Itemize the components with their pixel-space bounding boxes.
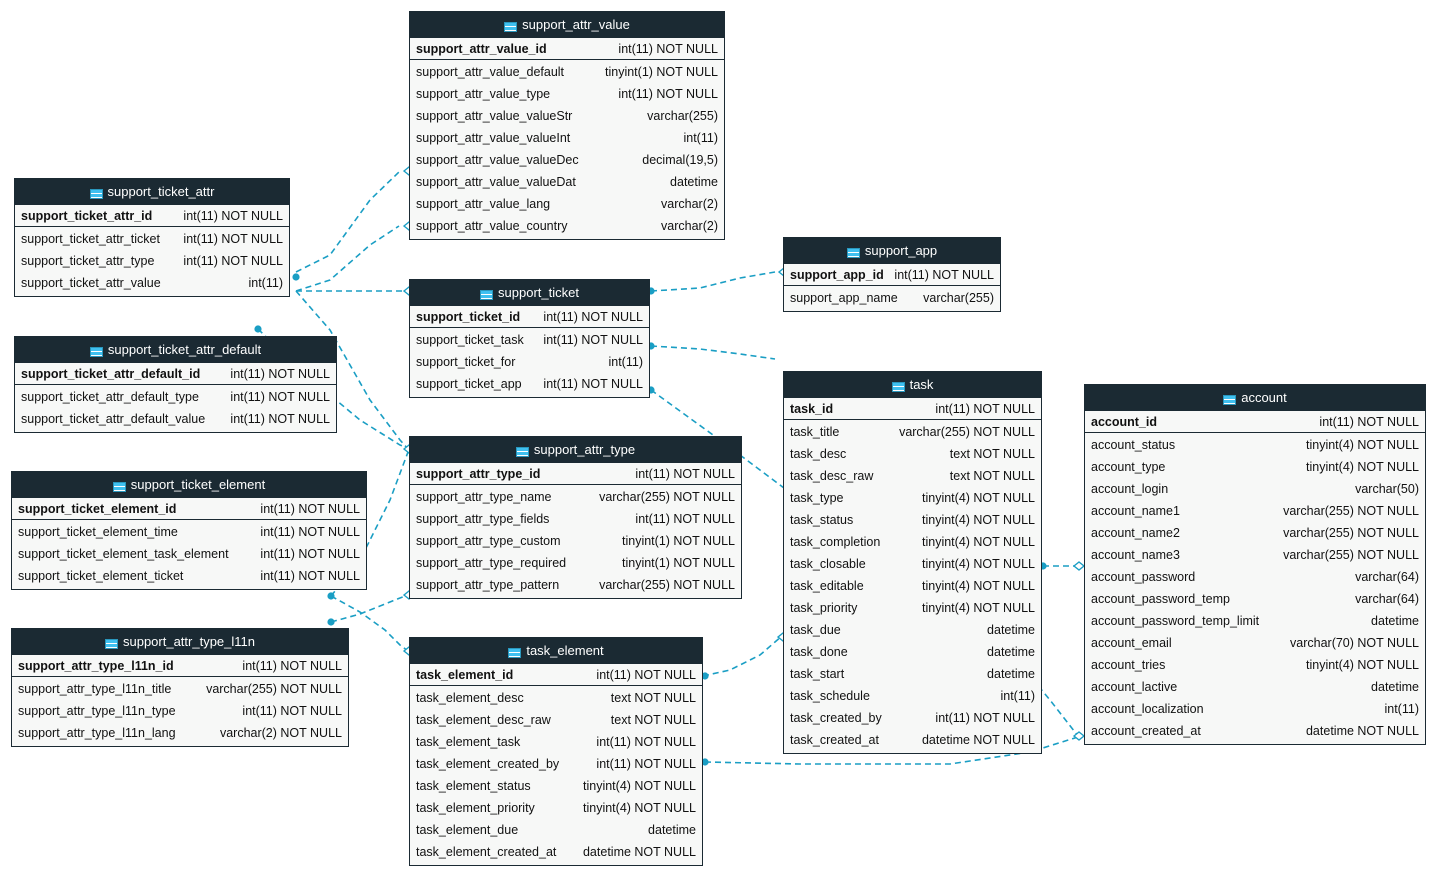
- table-row[interactable]: [410, 841, 702, 863]
- column-type: tinyint(4) NOT NULL: [922, 513, 1035, 527]
- table-row[interactable]: [784, 487, 1041, 509]
- column-type: int(11) NOT NULL: [596, 735, 696, 749]
- table-title: task_element: [526, 643, 604, 658]
- table-row[interactable]: [1085, 698, 1425, 720]
- table-row[interactable]: [784, 597, 1041, 619]
- column-type: int(11) NOT NULL: [260, 501, 360, 516]
- table-icon: [847, 248, 860, 258]
- table-row[interactable]: [784, 465, 1041, 487]
- column-type: int(11) NOT NULL: [183, 232, 283, 246]
- column-type: int(11) NOT NULL: [230, 412, 330, 426]
- table-row[interactable]: [784, 641, 1041, 663]
- column-name: task_title: [790, 425, 840, 439]
- column-name: task_element_created_by: [416, 757, 560, 771]
- table-row[interactable]: [410, 574, 741, 596]
- column-type: int(11) NOT NULL: [635, 466, 735, 481]
- column-name: account_lactive: [1091, 680, 1178, 694]
- column-name: support_ticket_id: [416, 309, 521, 324]
- column-name: account_login: [1091, 482, 1169, 496]
- column-type: int(11) NOT NULL: [260, 569, 360, 583]
- column-type: int(11): [608, 355, 643, 369]
- table-icon: [892, 382, 905, 392]
- column-name: support_attr_value_default: [416, 65, 565, 79]
- table-columns: [15, 227, 289, 296]
- column-type: int(11) NOT NULL: [260, 525, 360, 539]
- column-type: datetime: [987, 667, 1035, 681]
- table-row[interactable]: [1085, 434, 1425, 456]
- column-name: task_element_due: [416, 823, 519, 837]
- column-name: support_ticket_task: [416, 333, 524, 347]
- column-type: int(11) NOT NULL: [618, 87, 718, 101]
- table-task_element[interactable]: [409, 637, 703, 866]
- table-support_attr_type[interactable]: [409, 436, 742, 599]
- table-row[interactable]: [15, 250, 289, 272]
- table-row[interactable]: [410, 797, 702, 819]
- table-columns: [784, 420, 1041, 753]
- column-name: support_attr_value_valueStr: [416, 109, 573, 123]
- column-name: task_completion: [790, 535, 881, 549]
- column-type: text NOT NULL: [949, 447, 1035, 461]
- primary-key-row[interactable]: [784, 398, 1041, 420]
- column-name: support_ticket_attr_default_type: [21, 390, 199, 404]
- column-name: task_done: [790, 645, 848, 659]
- table-row[interactable]: [1085, 654, 1425, 676]
- table-icon: [1223, 395, 1236, 405]
- column-type: int(11) NOT NULL: [260, 547, 360, 561]
- column-name: support_attr_value_lang: [416, 197, 551, 211]
- column-type: tinyint(4) NOT NULL: [922, 535, 1035, 549]
- column-name: support_attr_value_country: [416, 219, 568, 233]
- column-type: int(11): [1384, 702, 1419, 716]
- table-row[interactable]: [410, 530, 741, 552]
- column-type: int(11) NOT NULL: [543, 309, 643, 324]
- column-type: tinyint(1) NOT NULL: [622, 534, 735, 548]
- column-type: varchar(255) NOT NULL: [599, 578, 735, 592]
- table-row[interactable]: [784, 509, 1041, 531]
- table-header-support_ticket_element[interactable]: [12, 472, 366, 498]
- column-type: tinyint(4) NOT NULL: [922, 579, 1035, 593]
- column-type: tinyint(1) NOT NULL: [605, 65, 718, 79]
- column-type: varchar(2) NOT NULL: [219, 726, 342, 740]
- column-type: datetime: [1371, 614, 1419, 628]
- table-row[interactable]: [410, 105, 724, 127]
- table-support_ticket_attr[interactable]: [14, 178, 290, 297]
- table-row[interactable]: [410, 215, 724, 237]
- table-title: task: [909, 377, 934, 392]
- table-row[interactable]: [1085, 544, 1425, 566]
- table-header-support_ticket_attr[interactable]: [15, 179, 289, 205]
- column-type: int(11) NOT NULL: [935, 711, 1035, 725]
- table-row[interactable]: [410, 149, 724, 171]
- column-type: int(11) NOT NULL: [894, 267, 994, 282]
- table-row[interactable]: [12, 521, 366, 543]
- column-name: task_desc: [790, 447, 847, 461]
- column-name: support_ticket_attr_type: [21, 254, 155, 268]
- table-header-support_app[interactable]: [784, 238, 1000, 264]
- table-row[interactable]: [410, 171, 724, 193]
- table-row[interactable]: [1085, 720, 1425, 742]
- column-type: tinyint(4) NOT NULL: [1306, 460, 1419, 474]
- column-name: account_password_temp_limit: [1091, 614, 1260, 628]
- table-icon: [90, 347, 103, 357]
- table-row[interactable]: [12, 678, 348, 700]
- column-type: int(11) NOT NULL: [183, 254, 283, 268]
- column-type: datetime: [987, 645, 1035, 659]
- table-row[interactable]: [1085, 632, 1425, 654]
- table-title: support_ticket_attr_default: [107, 342, 262, 357]
- column-type: int(11) NOT NULL: [242, 658, 342, 673]
- column-type: varchar(255) NOT NULL: [899, 425, 1035, 439]
- column-name: support_ticket_attr_id: [21, 208, 153, 223]
- column-type: int(11) NOT NULL: [596, 667, 696, 682]
- column-type: text NOT NULL: [610, 713, 696, 727]
- table-header-account[interactable]: [1085, 385, 1425, 411]
- table-row[interactable]: [784, 619, 1041, 641]
- column-type: int(11) NOT NULL: [183, 208, 283, 223]
- column-type: int(11) NOT NULL: [635, 512, 735, 526]
- column-type: varchar(2): [661, 197, 718, 211]
- column-name: account_tries: [1091, 658, 1166, 672]
- column-type: tinyint(4) NOT NULL: [922, 491, 1035, 505]
- column-type: int(11) NOT NULL: [596, 757, 696, 771]
- column-type: int(11) NOT NULL: [935, 401, 1035, 416]
- table-row[interactable]: [12, 543, 366, 565]
- table-row[interactable]: [784, 575, 1041, 597]
- column-name: support_attr_value_type: [416, 87, 551, 101]
- column-name: task_start: [790, 667, 845, 681]
- table-header-task[interactable]: [784, 372, 1041, 398]
- column-name: support_ticket_attr_default_value: [21, 412, 206, 426]
- table-row[interactable]: [1085, 676, 1425, 698]
- column-type: int(11) NOT NULL: [618, 41, 718, 56]
- column-name: task_closable: [790, 557, 866, 571]
- column-name: task_editable: [790, 579, 864, 593]
- table-row[interactable]: [784, 729, 1041, 751]
- table-row[interactable]: [784, 531, 1041, 553]
- table-row[interactable]: [410, 508, 741, 530]
- primary-key-row[interactable]: [15, 205, 289, 227]
- column-type: datetime: [670, 175, 718, 189]
- column-name: support_ticket_element_ticket: [18, 569, 184, 583]
- column-name: account_name3: [1091, 548, 1180, 562]
- column-name: support_app_id: [790, 267, 884, 282]
- column-type: tinyint(4) NOT NULL: [583, 801, 696, 815]
- table-row[interactable]: [12, 700, 348, 722]
- column-name: support_attr_type_l11n_lang: [18, 726, 176, 740]
- column-name: task_element_id: [416, 667, 514, 682]
- table-row[interactable]: [15, 228, 289, 250]
- column-name: support_ticket_attr_default_id: [21, 366, 201, 381]
- column-name: task_created_at: [790, 733, 879, 747]
- table-row[interactable]: [410, 61, 724, 83]
- column-type: varchar(50): [1355, 482, 1419, 496]
- table-row[interactable]: [1085, 566, 1425, 588]
- table-columns: [410, 328, 649, 397]
- table-columns: [15, 385, 336, 432]
- table-icon: [504, 22, 517, 32]
- table-header-support_ticket_attr_default[interactable]: [15, 337, 336, 363]
- column-name: support_attr_value_valueInt: [416, 131, 571, 145]
- column-name: support_attr_type_pattern: [416, 578, 560, 592]
- table-icon: [516, 447, 529, 457]
- column-type: varchar(255) NOT NULL: [1283, 504, 1419, 518]
- column-name: task_element_status: [416, 779, 531, 793]
- table-row[interactable]: [410, 486, 741, 508]
- column-name: task_element_desc: [416, 691, 524, 705]
- table-row[interactable]: [410, 351, 649, 373]
- table-row[interactable]: [1085, 500, 1425, 522]
- primary-key-row[interactable]: [410, 463, 741, 485]
- table-header-support_attr_value[interactable]: [410, 12, 724, 38]
- table-row[interactable]: [1085, 610, 1425, 632]
- column-type: varchar(255) NOT NULL: [1283, 526, 1419, 540]
- table-icon: [113, 482, 126, 492]
- table-row[interactable]: [410, 687, 702, 709]
- column-name: support_attr_value_valueDec: [416, 153, 579, 167]
- column-name: support_attr_value_id: [416, 41, 547, 56]
- table-title: support_ticket: [498, 285, 579, 300]
- table-title: support_ticket_element: [130, 477, 266, 492]
- primary-key-row[interactable]: [12, 498, 366, 520]
- column-name: task_type: [790, 491, 844, 505]
- column-type: int(11) NOT NULL: [242, 704, 342, 718]
- column-name: support_ticket_for: [416, 355, 516, 369]
- table-support_attr_value[interactable]: [409, 11, 725, 240]
- column-type: int(11) NOT NULL: [230, 390, 330, 404]
- table-columns: [1085, 433, 1425, 744]
- column-type: int(11): [1000, 689, 1035, 703]
- column-name: account_email: [1091, 636, 1172, 650]
- column-type: int(11): [248, 276, 283, 290]
- column-type: int(11) NOT NULL: [230, 366, 330, 381]
- column-name: account_password_temp: [1091, 592, 1230, 606]
- column-type: int(11) NOT NULL: [543, 377, 643, 391]
- column-name: task_element_priority: [416, 801, 535, 815]
- column-name: support_ticket_attr_value: [21, 276, 161, 290]
- table-support_app[interactable]: [783, 237, 1001, 312]
- primary-key-row[interactable]: [1085, 411, 1425, 433]
- column-type: text NOT NULL: [949, 469, 1035, 483]
- column-type: int(11) NOT NULL: [543, 333, 643, 347]
- table-icon: [105, 639, 118, 649]
- column-type: int(11): [683, 131, 718, 145]
- column-name: support_attr_type_l11n_type: [18, 704, 176, 718]
- column-name: task_desc_raw: [790, 469, 874, 483]
- table-row[interactable]: [784, 663, 1041, 685]
- column-type: int(11) NOT NULL: [1319, 414, 1419, 429]
- column-type: tinyint(4) NOT NULL: [583, 779, 696, 793]
- table-columns: [784, 286, 1000, 311]
- column-type: tinyint(4) NOT NULL: [1306, 438, 1419, 452]
- column-name: task_created_by: [790, 711, 882, 725]
- column-type: varchar(255): [647, 109, 718, 123]
- table-columns: [12, 520, 366, 589]
- table-title: support_attr_value: [522, 17, 630, 32]
- table-title: account: [1241, 390, 1287, 405]
- table-row[interactable]: [15, 272, 289, 294]
- column-name: support_attr_type_l11n_id: [18, 658, 174, 673]
- column-name: support_attr_type_custom: [416, 534, 561, 548]
- column-type: datetime NOT NULL: [921, 733, 1035, 747]
- table-header-support_attr_type[interactable]: [410, 437, 741, 463]
- column-type: datetime: [1371, 680, 1419, 694]
- table-row[interactable]: [410, 373, 649, 395]
- table-row[interactable]: [12, 722, 348, 744]
- column-name: account_id: [1091, 414, 1157, 429]
- column-type: datetime: [648, 823, 696, 837]
- column-name: task_status: [790, 513, 854, 527]
- column-name: support_attr_type_l11n_title: [18, 682, 172, 696]
- column-type: varchar(255) NOT NULL: [599, 490, 735, 504]
- column-type: varchar(255): [923, 291, 994, 305]
- column-name: support_attr_type_required: [416, 556, 567, 570]
- primary-key-row[interactable]: [15, 363, 336, 385]
- column-name: task_due: [790, 623, 841, 637]
- table-row[interactable]: [410, 731, 702, 753]
- table-row[interactable]: [784, 287, 1000, 309]
- table-header-support_ticket[interactable]: [410, 280, 649, 306]
- table-row[interactable]: [784, 685, 1041, 707]
- column-name: account_localization: [1091, 702, 1204, 716]
- table-title: support_app: [864, 243, 938, 258]
- column-name: account_password: [1091, 570, 1196, 584]
- table-row[interactable]: [784, 443, 1041, 465]
- column-type: datetime NOT NULL: [582, 845, 696, 859]
- primary-key-row[interactable]: [784, 264, 1000, 286]
- column-type: decimal(19,5): [642, 153, 718, 167]
- column-name: account_type: [1091, 460, 1166, 474]
- column-name: support_ticket_app: [416, 377, 522, 391]
- column-name: task_element_desc_raw: [416, 713, 551, 727]
- table-row[interactable]: [15, 386, 336, 408]
- table-row[interactable]: [1085, 456, 1425, 478]
- column-name: account_created_at: [1091, 724, 1201, 738]
- column-name: task_element_task: [416, 735, 521, 749]
- table-row[interactable]: [410, 83, 724, 105]
- column-type: tinyint(4) NOT NULL: [922, 601, 1035, 615]
- table-columns: [410, 686, 702, 865]
- table-row[interactable]: [1085, 588, 1425, 610]
- column-name: task_priority: [790, 601, 858, 615]
- table-support_ticket_element[interactable]: [11, 471, 367, 590]
- column-name: support_ticket_element_id: [18, 501, 177, 516]
- column-name: support_ticket_element_task_element: [18, 547, 229, 561]
- column-type: varchar(255) NOT NULL: [1283, 548, 1419, 562]
- table-row[interactable]: [12, 565, 366, 587]
- table-header-task_element[interactable]: [410, 638, 702, 664]
- table-title: support_attr_type_l11n: [122, 634, 256, 649]
- column-type: text NOT NULL: [610, 691, 696, 705]
- column-type: varchar(2): [661, 219, 718, 233]
- table-header-support_attr_type_l11n[interactable]: [12, 629, 348, 655]
- table-row[interactable]: [410, 709, 702, 731]
- column-type: tinyint(4) NOT NULL: [922, 557, 1035, 571]
- table-support_attr_type_l11n[interactable]: [11, 628, 349, 747]
- column-name: support_attr_type_name: [416, 490, 552, 504]
- table-row[interactable]: [784, 421, 1041, 443]
- table-row[interactable]: [1085, 478, 1425, 500]
- column-name: support_app_name: [790, 291, 898, 305]
- table-task[interactable]: [783, 371, 1042, 754]
- table-row[interactable]: [1085, 522, 1425, 544]
- table-account[interactable]: [1084, 384, 1426, 745]
- column-type: varchar(64): [1355, 570, 1419, 584]
- primary-key-row[interactable]: [410, 306, 649, 328]
- column-type: varchar(70) NOT NULL: [1290, 636, 1419, 650]
- table-title: support_attr_type: [533, 442, 636, 457]
- primary-key-row[interactable]: [410, 664, 702, 686]
- table-row[interactable]: [784, 553, 1041, 575]
- column-name: account_name2: [1091, 526, 1180, 540]
- table-icon: [90, 189, 103, 199]
- column-type: tinyint(4) NOT NULL: [1306, 658, 1419, 672]
- primary-key-row[interactable]: [12, 655, 348, 677]
- column-name: account_status: [1091, 438, 1176, 452]
- table-row[interactable]: [15, 408, 336, 430]
- table-icon: [508, 648, 521, 658]
- table-row[interactable]: [410, 819, 702, 841]
- column-type: varchar(64): [1355, 592, 1419, 606]
- table-support_ticket[interactable]: [409, 279, 650, 398]
- column-name: support_attr_type_id: [416, 466, 541, 481]
- table-columns: [12, 677, 348, 746]
- column-name: support_attr_type_fields: [416, 512, 550, 526]
- column-name: task_id: [790, 401, 834, 416]
- table-title: support_ticket_attr: [107, 184, 215, 199]
- table-row[interactable]: [410, 552, 741, 574]
- table-columns: [410, 60, 724, 239]
- column-name: support_attr_value_valueDat: [416, 175, 576, 189]
- column-name: task_element_created_at: [416, 845, 557, 859]
- column-type: datetime: [987, 623, 1035, 637]
- table-row[interactable]: [410, 329, 649, 351]
- column-name: task_schedule: [790, 689, 870, 703]
- column-type: datetime NOT NULL: [1305, 724, 1419, 738]
- table-row[interactable]: [410, 193, 724, 215]
- column-name: support_ticket_attr_ticket: [21, 232, 160, 246]
- table-row[interactable]: [410, 775, 702, 797]
- column-type: varchar(255) NOT NULL: [206, 682, 342, 696]
- primary-key-row[interactable]: [410, 38, 724, 60]
- column-type: tinyint(1) NOT NULL: [622, 556, 735, 570]
- table-support_ticket_attr_default[interactable]: [14, 336, 337, 433]
- column-name: account_name1: [1091, 504, 1180, 518]
- table-columns: [410, 485, 741, 598]
- table-row[interactable]: [410, 753, 702, 775]
- column-name: support_ticket_element_time: [18, 525, 178, 539]
- table-row[interactable]: [784, 707, 1041, 729]
- table-row[interactable]: [410, 127, 724, 149]
- table-icon: [480, 290, 493, 300]
